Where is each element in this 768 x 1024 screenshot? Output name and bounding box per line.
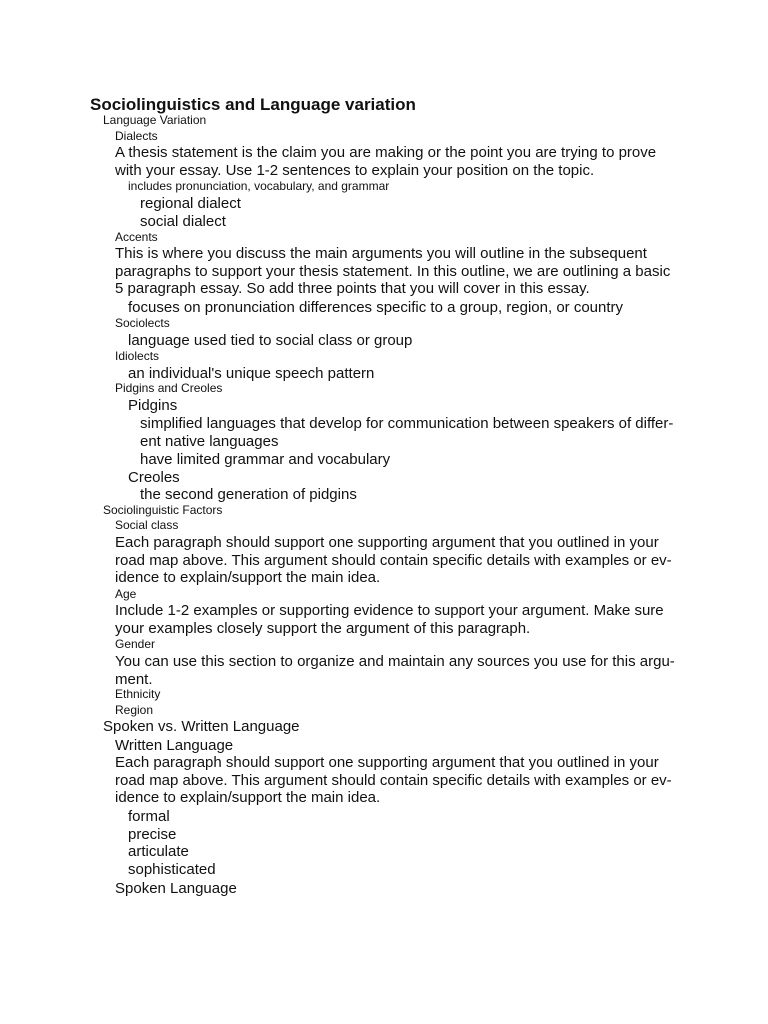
sociolects-text: language used tied to social class or group bbox=[128, 332, 413, 349]
heading-gender: Gender bbox=[115, 637, 156, 651]
list-item-regional-dialect: regional dialect bbox=[140, 195, 241, 212]
list-item-sophisticated: sophisticated bbox=[128, 861, 216, 878]
accents-note: focuses on pronunciation differences specific to a group, region, or country bbox=[128, 299, 624, 316]
list-item-formal: formal bbox=[128, 808, 170, 825]
list-item-social-dialect: social dialect bbox=[140, 213, 226, 230]
heading-language-variation: Language Variation bbox=[103, 113, 207, 127]
heading-written-language: Written Language bbox=[115, 737, 234, 754]
dialects-note: includes pronunciation, vocabulary, and grammar bbox=[128, 179, 390, 193]
heading-spoken-language: Spoken Language bbox=[115, 880, 237, 897]
document-title: Sociolinguistics and Language variation bbox=[90, 95, 416, 114]
social-class-paragraph: Each paragraph should support one supporting argument that you outlined in your road map above. This argument should contain specific details with examples or ev-idence to explain/support the main idea. bbox=[115, 534, 672, 587]
heading-region: Region bbox=[115, 703, 154, 717]
creoles-definition: the second generation of pidgins bbox=[140, 486, 357, 503]
heading-sociolinguistic-factors: Sociolinguistic Factors bbox=[103, 503, 223, 517]
pidgins-definition: simplified languages that develop for communication between speakers of differ-ent native languages bbox=[140, 415, 674, 450]
heading-creoles: Creoles bbox=[128, 469, 180, 486]
gender-paragraph: You can use this section to organize and maintain any sources you use for this argu-ment. bbox=[115, 653, 675, 688]
dialects-paragraph: A thesis statement is the claim you are making or the point you are trying to prove with your essay. Use 1-2 sentences to explain your position on the topic. bbox=[115, 144, 657, 179]
heading-social-class: Social class bbox=[115, 518, 179, 532]
pidgins-grammar: have limited grammar and vocabulary bbox=[140, 451, 391, 468]
heading-accents: Accents bbox=[115, 230, 158, 244]
heading-age: Age bbox=[115, 587, 137, 601]
heading-dialects: Dialects bbox=[115, 129, 158, 143]
list-item-precise: precise bbox=[128, 826, 177, 843]
heading-idiolects: Idiolects bbox=[115, 349, 160, 363]
idiolects-text: an individual's unique speech pattern bbox=[128, 365, 375, 382]
heading-sociolects: Sociolects bbox=[115, 316, 170, 330]
heading-ethnicity: Ethnicity bbox=[115, 687, 161, 701]
written-language-paragraph: Each paragraph should support one supporting argument that you outlined in your road map above. This argument should contain specific details with examples or ev-idence to explain/support the main idea. bbox=[115, 754, 672, 807]
age-paragraph: Include 1-2 examples or supporting evidence to support your argument. Make sure your examples closely support the argument of this paragraph. bbox=[115, 602, 664, 637]
heading-pidgins: Pidgins bbox=[128, 397, 178, 414]
heading-spoken-vs-written: Spoken vs. Written Language bbox=[103, 718, 300, 735]
accents-paragraph: This is where you discuss the main arguments you will outline in the subsequent paragraphs to support your thesis statement. In this outline, we are outlining a basic 5 paragraph essay. So add three points that you will cover in this essay. bbox=[115, 245, 671, 298]
list-item-articulate: articulate bbox=[128, 843, 189, 860]
heading-pidgins-creoles: Pidgins and Creoles bbox=[115, 381, 223, 395]
